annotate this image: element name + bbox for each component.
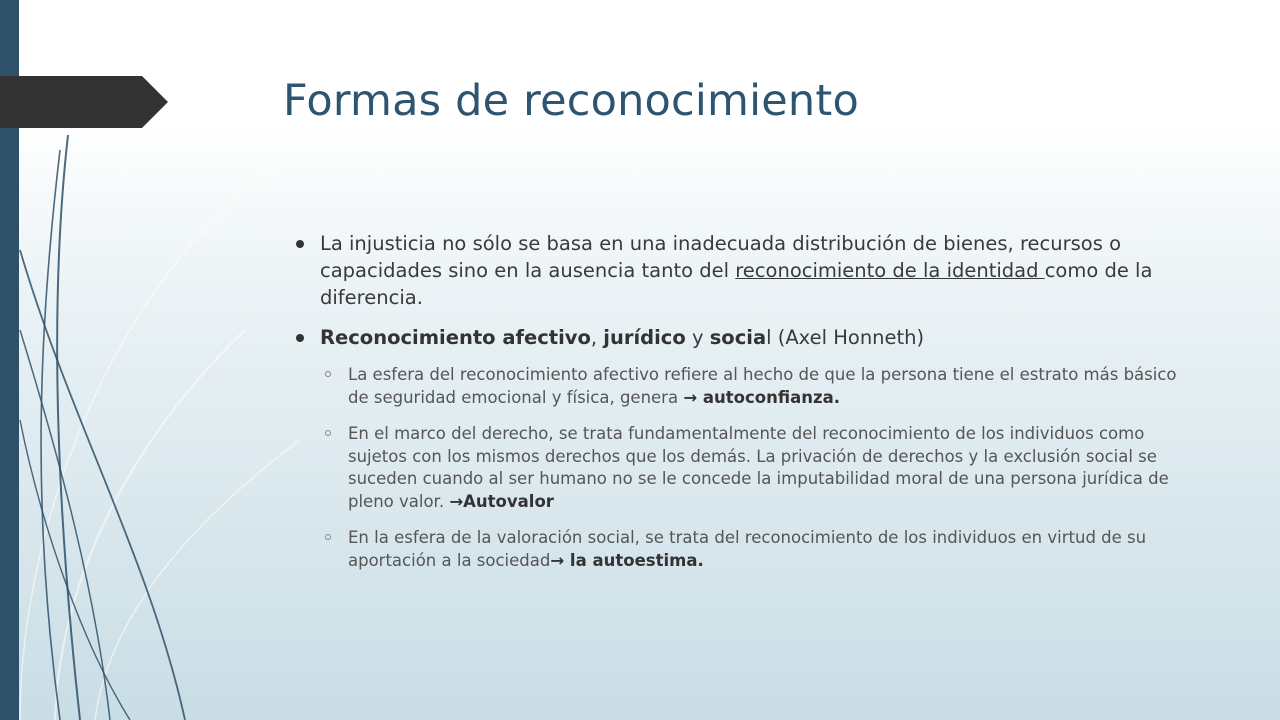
sub-bullet-derecho [296, 423, 1201, 513]
sep: y [685, 326, 710, 349]
sub-text: La esfera del reconocimiento afectivo refiere al hecho de que la persona tiene el estrato más básico de seguridad emocional y física, genera [348, 365, 1177, 407]
bold-juridico: jurídico [603, 326, 686, 349]
slide-title: Formas de reconocimiento [283, 76, 859, 126]
sub-text: En la esfera de la valoración social, se trata del reconocimiento de los individuos en virtud de su aportación a la sociedad [348, 528, 1147, 570]
bullet-text-end: como de la diferencia. [320, 259, 1153, 309]
bullet-text-end: l (Axel Honneth) [766, 326, 925, 349]
right-arrow-icon: → [550, 550, 565, 570]
bullet-dot-icon [296, 240, 304, 248]
sub-bold: autoconfianza. [697, 387, 840, 407]
sub-bullet-valoracion [296, 527, 1201, 572]
bullet-text: La injusticia no sólo se basa en una inadecuada distribución de bienes, recursos o capacidades sino en la ausencia tanto del [320, 232, 1122, 282]
sep: , [590, 326, 604, 349]
sub-bullet-afectivo [296, 364, 1201, 409]
slide-content [296, 230, 1201, 586]
sub-text: En el marco del derecho, se trata fundamentalmente del reconocimiento de los individuos como sujetos con los mismos derechos que los demás. La privación de derechos y la exclusión social se suceden cuando al ser humano no se le concede la imputabilidad moral de una persona jurídica de pleno valor. [348, 424, 1169, 511]
bold-social: socia [709, 326, 767, 349]
bold-afectivo: Reconocimiento afectivo [320, 326, 591, 349]
sub-bold: Autovalor [463, 491, 554, 511]
sub-bold: la autoestima. [564, 550, 704, 570]
bullet-dot-icon [296, 334, 304, 342]
sub-bullet-ring-icon [325, 371, 331, 377]
title-tab-decoration [0, 76, 168, 128]
bullet-reconocimiento [296, 324, 1201, 351]
underlined-phrase: reconocimiento de la identidad [735, 259, 1045, 282]
right-arrow-icon: → [683, 387, 698, 407]
sub-bullet-ring-icon [325, 430, 331, 436]
bullet-injusticia [296, 230, 1201, 311]
right-arrow-icon: → [449, 491, 464, 511]
sub-bullet-ring-icon [325, 534, 331, 540]
